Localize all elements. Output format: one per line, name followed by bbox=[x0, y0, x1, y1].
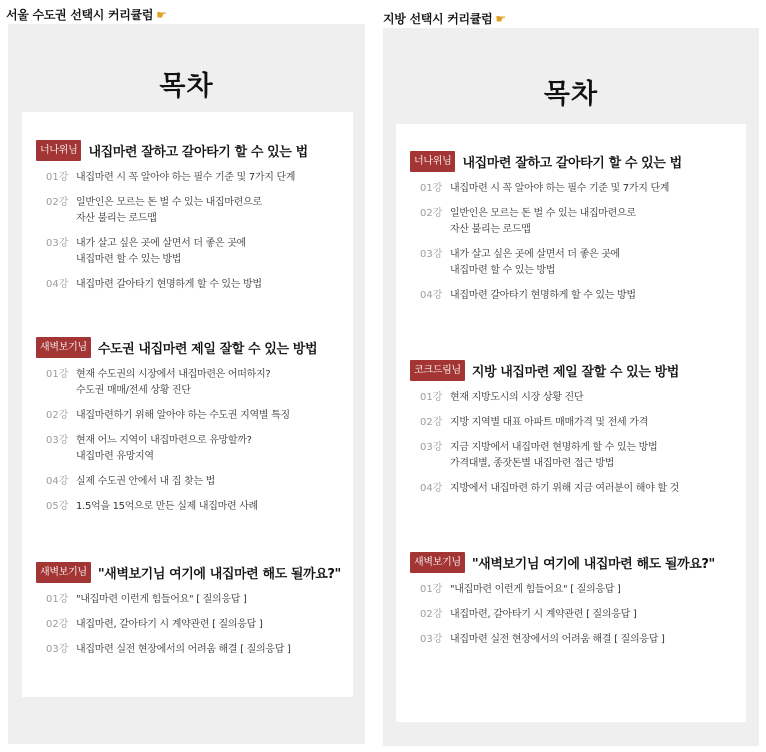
lesson-item bbox=[22, 433, 353, 465]
lesson-title-line: 내가 살고 싶은 곳에 살면서 더 좋은 곳에 bbox=[450, 249, 620, 260]
lesson-number: 03강 bbox=[420, 442, 443, 453]
lesson-title-line: 자산 불리는 로드맵 bbox=[76, 213, 157, 224]
lesson-title-line: 현재 어느 지역이 내집마련으로 유망할까? bbox=[76, 435, 252, 446]
right-toc-card bbox=[396, 124, 746, 722]
instructor-badge: 새벽보기님 bbox=[410, 552, 465, 573]
lesson-title-line: 1.5억을 15억으로 만든 실제 내집마련 사례 bbox=[76, 501, 258, 512]
lesson-number: 03강 bbox=[46, 644, 69, 655]
lesson-item bbox=[396, 607, 746, 623]
lesson-item bbox=[22, 367, 353, 399]
lesson-list bbox=[396, 390, 746, 497]
lesson-title-line: 현재 수도권의 시장에서 내집마련은 어떠하지? bbox=[76, 369, 271, 380]
toc-section bbox=[22, 335, 353, 524]
lesson-title bbox=[76, 170, 295, 186]
right-caption-text: 지방 선택시 커리큘럼 bbox=[383, 12, 493, 26]
lesson-title bbox=[450, 440, 657, 472]
lesson-title bbox=[76, 408, 290, 424]
lesson-list bbox=[22, 592, 353, 658]
lesson-number: 04강 bbox=[420, 290, 443, 301]
lesson-list bbox=[22, 367, 353, 515]
lesson-number: 03강 bbox=[420, 634, 443, 645]
section-header bbox=[396, 358, 746, 382]
lesson-number: 03강 bbox=[46, 435, 69, 446]
lesson-number: 03강 bbox=[46, 238, 69, 249]
lesson-title-line: 내집마련, 갈아타기 시 계약관련 [ 질의응답 ] bbox=[76, 619, 263, 630]
lesson-item bbox=[22, 592, 353, 608]
lesson-title-line: 내집마련 유망지역 bbox=[76, 451, 154, 462]
lesson-title bbox=[76, 195, 262, 227]
lesson-title bbox=[450, 481, 679, 497]
lesson-number: 02강 bbox=[46, 619, 69, 630]
lesson-list bbox=[22, 170, 353, 293]
right-panel bbox=[383, 28, 759, 746]
instructor-badge: 너나위님 bbox=[410, 151, 455, 172]
lesson-title-line: 내집마련 할 수 있는 방법 bbox=[76, 254, 182, 265]
lesson-title bbox=[76, 433, 252, 465]
lesson-number: 05강 bbox=[46, 501, 69, 512]
lesson-item bbox=[22, 408, 353, 424]
section-header bbox=[22, 560, 353, 584]
lesson-title-line: 지방에서 내집마련 하기 위해 지금 여러분이 해야 할 것 bbox=[450, 483, 679, 494]
lesson-number: 04강 bbox=[46, 476, 69, 487]
lesson-title-line: 내집마련 시 꼭 알아야 하는 필수 기준 및 7가지 단계 bbox=[450, 183, 670, 194]
toc-section bbox=[22, 560, 353, 667]
lesson-title-line: 지금 지방에서 내집마련 현명하게 할 수 있는 방법 bbox=[450, 442, 658, 453]
lesson-title bbox=[450, 288, 636, 304]
section-title: 내집마련 잘하고 갈아타기 할 수 있는 법 bbox=[88, 144, 308, 160]
lesson-number: 02강 bbox=[420, 208, 443, 219]
section-title: "새벽보기님 여기에 내집마련 해도 될까요?" bbox=[471, 556, 715, 572]
lesson-item bbox=[22, 499, 353, 515]
toc-section bbox=[396, 149, 746, 313]
lesson-list bbox=[396, 582, 746, 648]
section-title: "새벽보기님 여기에 내집마련 해도 될까요?" bbox=[97, 566, 341, 582]
toc-section bbox=[396, 550, 746, 657]
lesson-number: 01강 bbox=[420, 584, 443, 595]
section-header bbox=[396, 149, 746, 173]
lesson-title-line: 내집마련 할 수 있는 방법 bbox=[450, 265, 556, 276]
lesson-number: 04강 bbox=[46, 279, 69, 290]
left-panel-title: 목차 bbox=[159, 71, 214, 102]
left-panel bbox=[8, 24, 365, 744]
lesson-title bbox=[450, 632, 665, 648]
lesson-title bbox=[76, 642, 291, 658]
lesson-title bbox=[76, 592, 247, 608]
lesson-item bbox=[396, 288, 746, 304]
lesson-title-line: "내집마련 이런게 힘들어요" [ 질의응답 ] bbox=[450, 584, 621, 595]
lesson-title-line: 실제 수도권 안에서 내 집 찾는 법 bbox=[76, 476, 215, 487]
lesson-title-line: 일반인은 모르는 돈 벌 수 있는 내집마련으로 bbox=[76, 197, 262, 208]
lesson-list bbox=[396, 181, 746, 304]
lesson-item bbox=[396, 206, 746, 238]
lesson-number: 04강 bbox=[420, 483, 443, 494]
lesson-title-line: 자산 불리는 로드맵 bbox=[450, 224, 531, 235]
lesson-item bbox=[396, 440, 746, 472]
lesson-title bbox=[76, 474, 215, 490]
lesson-title-line: 일반인은 모르는 돈 벌 수 있는 내집마련으로 bbox=[450, 208, 636, 219]
lesson-title-line: 지방 지역별 대표 아파트 매매가격 및 전세 가격 bbox=[450, 417, 648, 428]
left-caption bbox=[6, 6, 167, 23]
lesson-title-line: 내집마련 시 꼭 알아야 하는 필수 기준 및 7가지 단계 bbox=[76, 172, 296, 183]
section-title: 지방 내집마련 제일 잘할 수 있는 방법 bbox=[471, 364, 679, 380]
lesson-title-line: 내집마련하기 위해 알아야 하는 수도권 지역별 특징 bbox=[76, 410, 290, 421]
lesson-item bbox=[22, 474, 353, 490]
lesson-title bbox=[76, 236, 246, 268]
section-header bbox=[22, 335, 353, 359]
lesson-title bbox=[76, 277, 262, 293]
lesson-title-line: 내집마련 갈아타기 현명하게 할 수 있는 방법 bbox=[76, 279, 262, 290]
lesson-item bbox=[396, 247, 746, 279]
lesson-title-line: 내집마련 실전 현장에서의 어려움 해결 [ 질의응답 ] bbox=[76, 644, 291, 655]
lesson-number: 01강 bbox=[46, 594, 69, 605]
lesson-item bbox=[22, 170, 353, 186]
lesson-number: 01강 bbox=[46, 369, 69, 380]
toc-section bbox=[396, 358, 746, 506]
lesson-title bbox=[450, 206, 636, 238]
instructor-badge: 새벽보기님 bbox=[36, 562, 91, 583]
lesson-item bbox=[22, 236, 353, 268]
section-title: 내집마련 잘하고 갈아타기 할 수 있는 법 bbox=[462, 155, 682, 171]
left-toc-card bbox=[22, 112, 353, 697]
lesson-number: 02강 bbox=[420, 609, 443, 620]
pointing-hand-icon: ☛ bbox=[495, 12, 506, 26]
lesson-item bbox=[396, 181, 746, 197]
left-caption-text: 서울 수도권 선택시 커리큘럼 bbox=[6, 8, 154, 22]
lesson-number: 02강 bbox=[46, 410, 69, 421]
lesson-item bbox=[22, 277, 353, 293]
section-title: 수도권 내집마련 제일 잘할 수 있는 방법 bbox=[97, 341, 318, 357]
lesson-title bbox=[76, 499, 258, 515]
lesson-number: 02강 bbox=[420, 417, 443, 428]
pointing-hand-icon: ☛ bbox=[156, 8, 167, 22]
lesson-title-line: 현재 지방도시의 시장 상황 진단 bbox=[450, 392, 584, 403]
lesson-title-line: 가격대별, 종잣돈별 내집마련 접근 방법 bbox=[450, 458, 615, 469]
lesson-title bbox=[450, 181, 669, 197]
instructor-badge: 코크드림님 bbox=[410, 360, 465, 381]
lesson-title bbox=[450, 247, 620, 279]
toc-section bbox=[22, 138, 353, 302]
lesson-item bbox=[22, 642, 353, 658]
right-panel-title: 목차 bbox=[543, 79, 599, 110]
lesson-title-line: 내집마련, 갈아타기 시 계약관련 [ 질의응답 ] bbox=[450, 609, 637, 620]
lesson-title-line: 내집마련 실전 현장에서의 어려움 해결 [ 질의응답 ] bbox=[450, 634, 665, 645]
lesson-item bbox=[22, 617, 353, 633]
lesson-item bbox=[396, 632, 746, 648]
right-caption bbox=[383, 10, 506, 27]
lesson-item bbox=[396, 582, 746, 598]
lesson-item bbox=[396, 415, 746, 431]
lesson-title bbox=[450, 390, 583, 406]
lesson-title bbox=[450, 415, 648, 431]
instructor-badge: 새벽보기님 bbox=[36, 337, 91, 358]
instructor-badge: 너나위님 bbox=[36, 140, 81, 161]
lesson-title-line: 내가 살고 싶은 곳에 살면서 더 좋은 곳에 bbox=[76, 238, 246, 249]
lesson-title-line: 내집마련 갈아타기 현명하게 할 수 있는 방법 bbox=[450, 290, 636, 301]
lesson-title bbox=[450, 607, 636, 623]
lesson-number: 01강 bbox=[46, 172, 69, 183]
lesson-title bbox=[450, 582, 621, 598]
section-header bbox=[22, 138, 353, 162]
lesson-number: 03강 bbox=[420, 249, 443, 260]
lesson-title-line: 수도권 매매/전세 상황 진단 bbox=[76, 385, 191, 396]
section-header bbox=[396, 550, 746, 574]
lesson-item bbox=[396, 481, 746, 497]
lesson-number: 01강 bbox=[420, 392, 443, 403]
lesson-title-line: "내집마련 이런게 힘들어요" [ 질의응답 ] bbox=[76, 594, 247, 605]
lesson-item bbox=[396, 390, 746, 406]
lesson-title bbox=[76, 617, 262, 633]
lesson-item bbox=[22, 195, 353, 227]
lesson-number: 01강 bbox=[420, 183, 443, 194]
lesson-title bbox=[76, 367, 270, 399]
lesson-number: 02강 bbox=[46, 197, 69, 208]
